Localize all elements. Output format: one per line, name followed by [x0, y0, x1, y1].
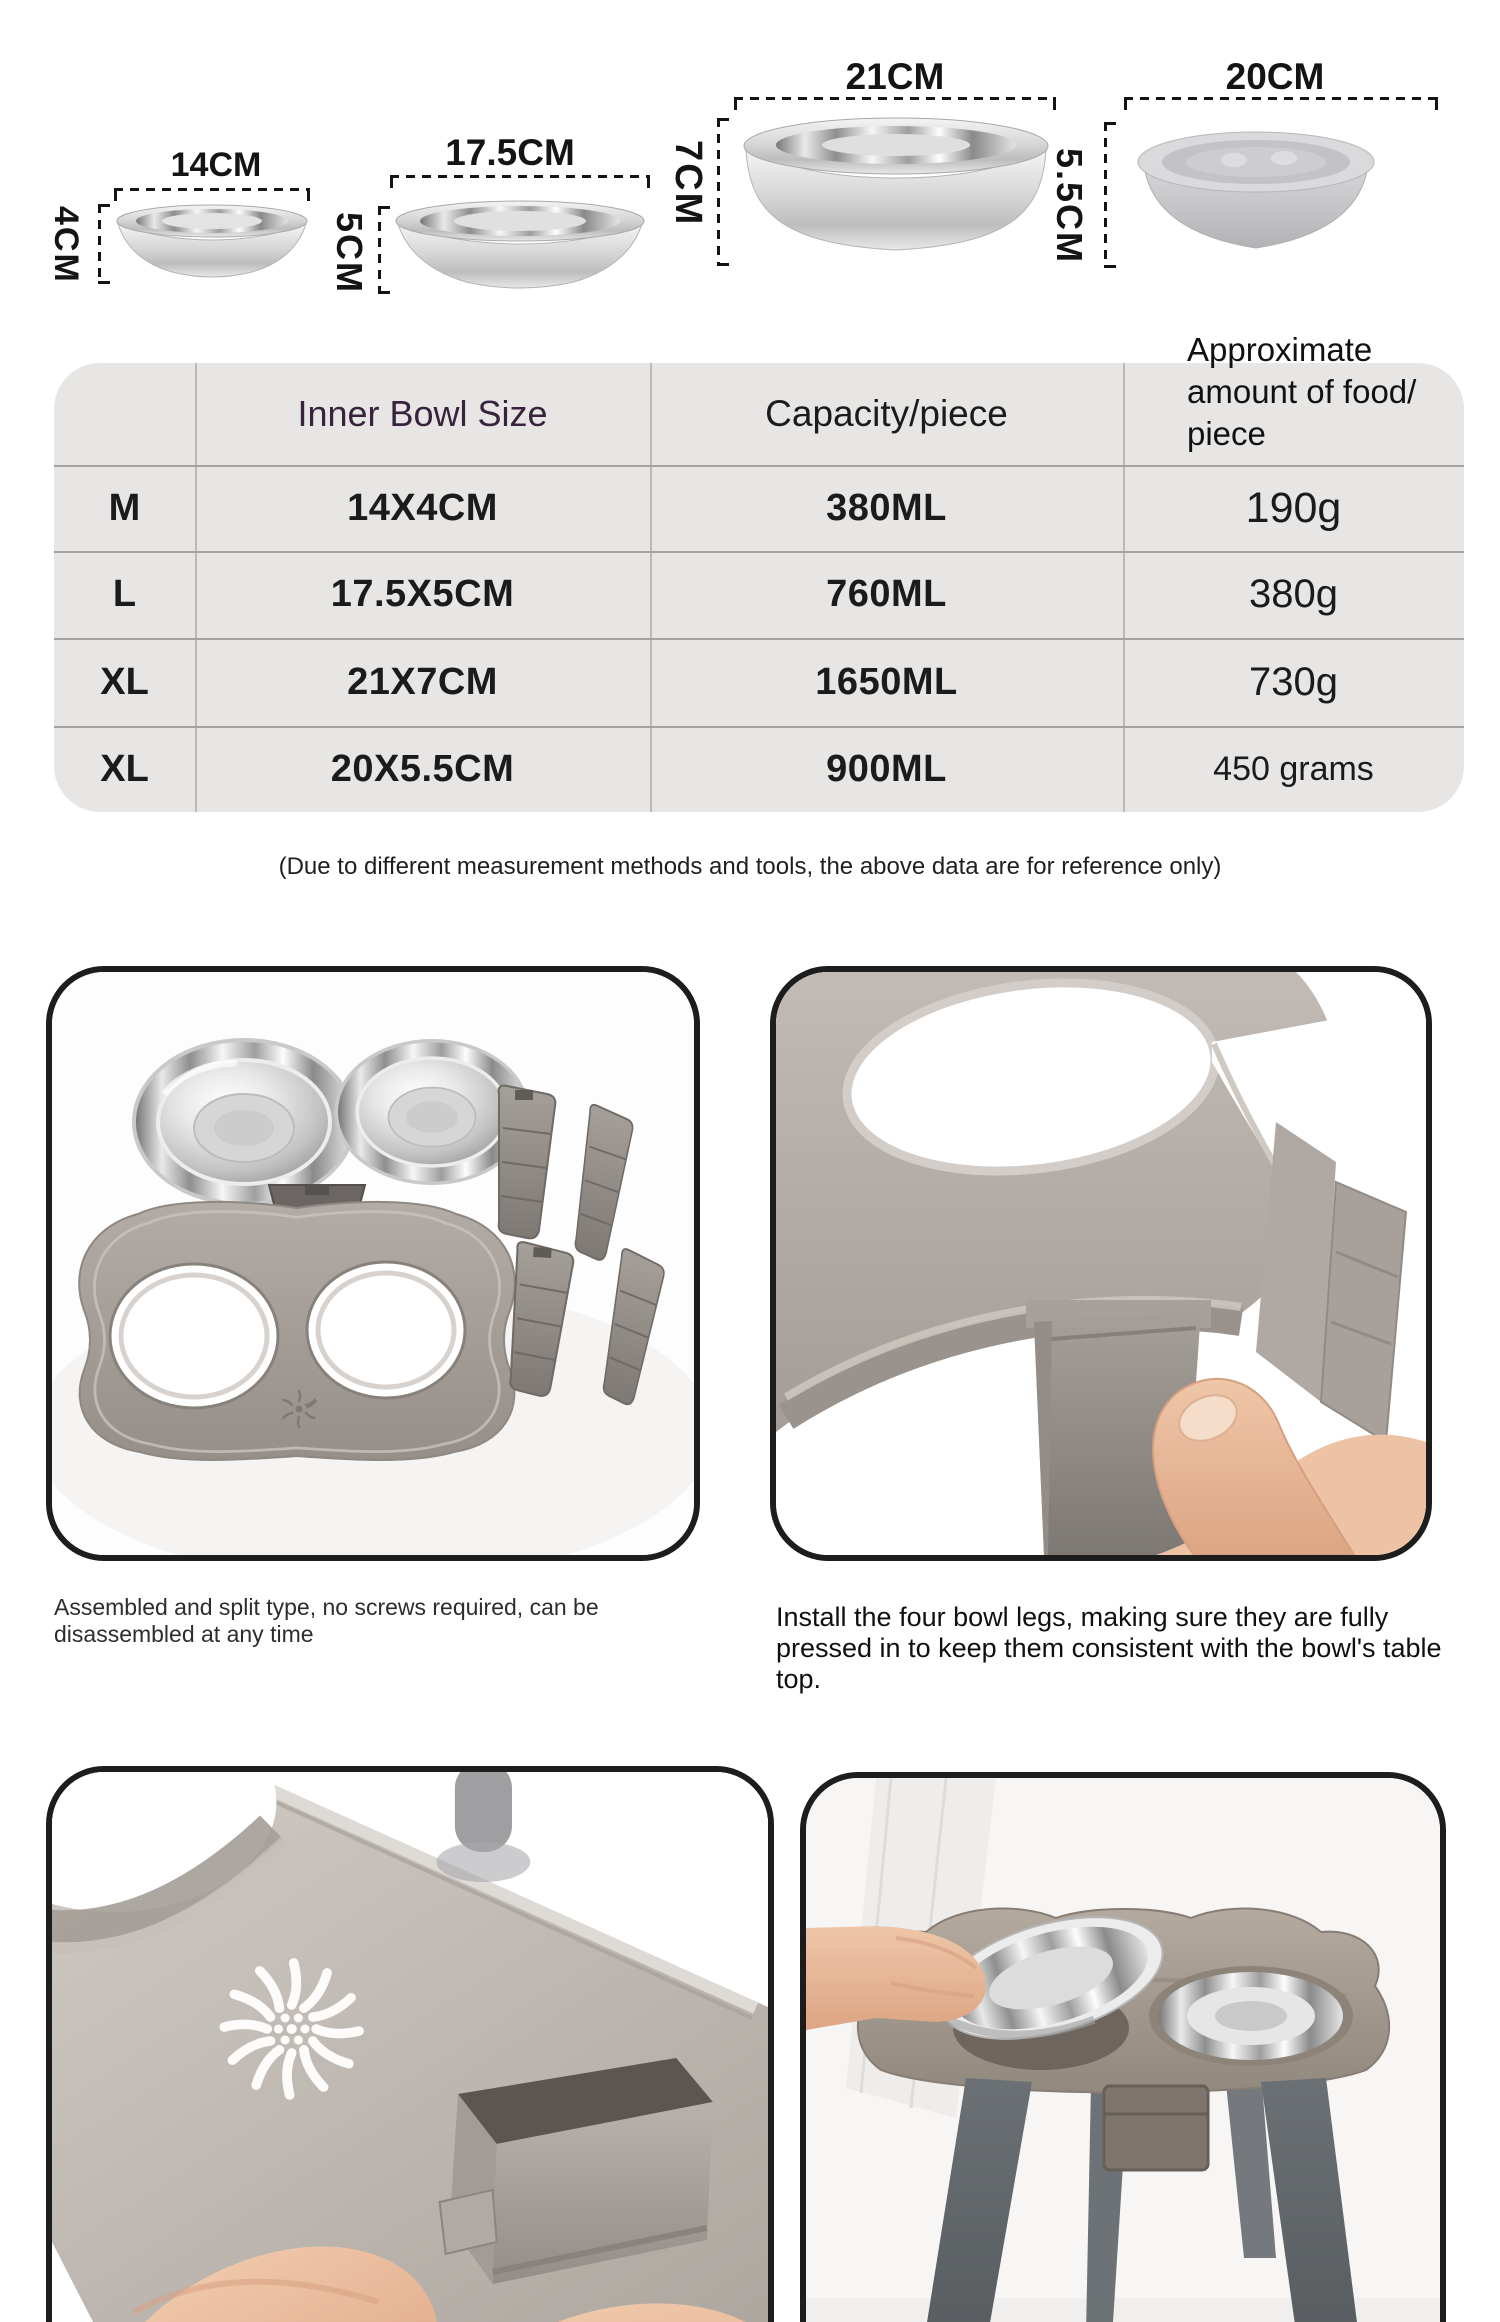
dimension-height-label: 5.5CM	[1049, 148, 1090, 265]
table-cell-capacity: 900ML	[826, 747, 947, 790]
table-header-inner-bowl-size: Inner Bowl Size	[297, 393, 548, 434]
caption-leg-installation: Install the four bowl legs, making sure they are fully pressed in to keep them consistent with the bowl's table top.	[776, 1602, 1442, 1694]
table-row-divider	[54, 551, 1464, 553]
dimension-line-height	[98, 204, 101, 284]
table-row-divider	[54, 726, 1464, 728]
dimension-width-label: 14CM	[170, 146, 262, 184]
table-cell-food: 730g	[1249, 659, 1338, 704]
table-column-divider	[1123, 363, 1125, 812]
table-cell-food: 450 grams	[1213, 749, 1374, 788]
dimension-line-height	[1104, 122, 1107, 268]
product-photo-leg-installation	[770, 966, 1432, 1561]
dimension-line-width	[114, 188, 310, 191]
dimension-line-width	[734, 97, 1056, 100]
dimension-line-height	[717, 118, 720, 266]
table-row-divider	[54, 465, 1464, 467]
table-column-divider	[195, 363, 197, 812]
center-bracket	[1104, 2086, 1208, 2170]
dimension-height-label: 4CM	[47, 206, 85, 284]
bone-tray	[79, 1202, 515, 1460]
dimension-width-label: 21CM	[845, 56, 945, 97]
table-header-food-label: Approximate amount of food/ piece	[1187, 331, 1417, 452]
dimension-height-label: 5CM	[329, 212, 370, 295]
table-header-capacity: Capacity/piece	[765, 393, 1008, 434]
product-photo-assembled-stand	[800, 1772, 1446, 2322]
table-cell-bowl-size: 14X4CM	[347, 486, 498, 529]
dimension-height-label: 7CM	[667, 140, 709, 227]
seated-steel-bowl	[1149, 1966, 1353, 2066]
steel-bowl-small-illustration	[114, 198, 310, 286]
table-cell-bowl-size: 20X5.5CM	[330, 747, 515, 790]
measurement-disclaimer: (Due to different measurement methods and tools, the above data are for reference only)	[278, 853, 1222, 880]
product-photo-vent-and-drawer	[46, 1766, 774, 2322]
table-cell-size: M	[108, 486, 141, 529]
disassembled-parts-illustration	[52, 972, 694, 1555]
size-chart-table	[54, 331, 1464, 812]
table-cell-size: XL	[100, 747, 149, 790]
leg-installation-illustration	[776, 972, 1426, 1555]
table-cell-size: L	[112, 573, 137, 615]
plastic-slow-feed-bowl-illustration	[1134, 120, 1378, 270]
table-cell-capacity: 760ML	[826, 573, 947, 615]
table-column-divider	[650, 363, 652, 812]
dimension-width-label: 20CM	[1225, 56, 1325, 97]
assembled-stand-illustration	[806, 1778, 1440, 2322]
dimension-line-width	[390, 175, 650, 178]
steel-bowl-top-view	[132, 1038, 356, 1206]
table-cell-bowl-size: 21X7CM	[347, 660, 498, 703]
product-photo-disassembled-parts	[46, 966, 700, 1561]
steel-bowl-medium-illustration	[392, 194, 648, 296]
dimension-line-width	[1124, 97, 1438, 100]
table-header-size	[54, 363, 195, 465]
table-cell-size: XL	[100, 660, 149, 703]
steel-bowl-large-illustration	[738, 114, 1054, 266]
table-cell-capacity: 380ML	[826, 486, 947, 529]
table-cell-food: 380g	[1249, 572, 1338, 616]
table-row-divider	[54, 638, 1464, 640]
vent-drawer-illustration	[52, 1772, 768, 2322]
dimension-line-height	[378, 206, 381, 294]
table-header-food	[1123, 331, 1464, 465]
table-cell-food: 190g	[1245, 483, 1342, 532]
dimension-width-label: 17.5CM	[445, 132, 575, 173]
caption-disassembled: Assembled and split type, no screws required, can be disassembled at any time	[54, 1594, 599, 1647]
table-cell-capacity: 1650ML	[815, 660, 958, 703]
table-cell-bowl-size: 17.5X5CM	[330, 573, 515, 615]
